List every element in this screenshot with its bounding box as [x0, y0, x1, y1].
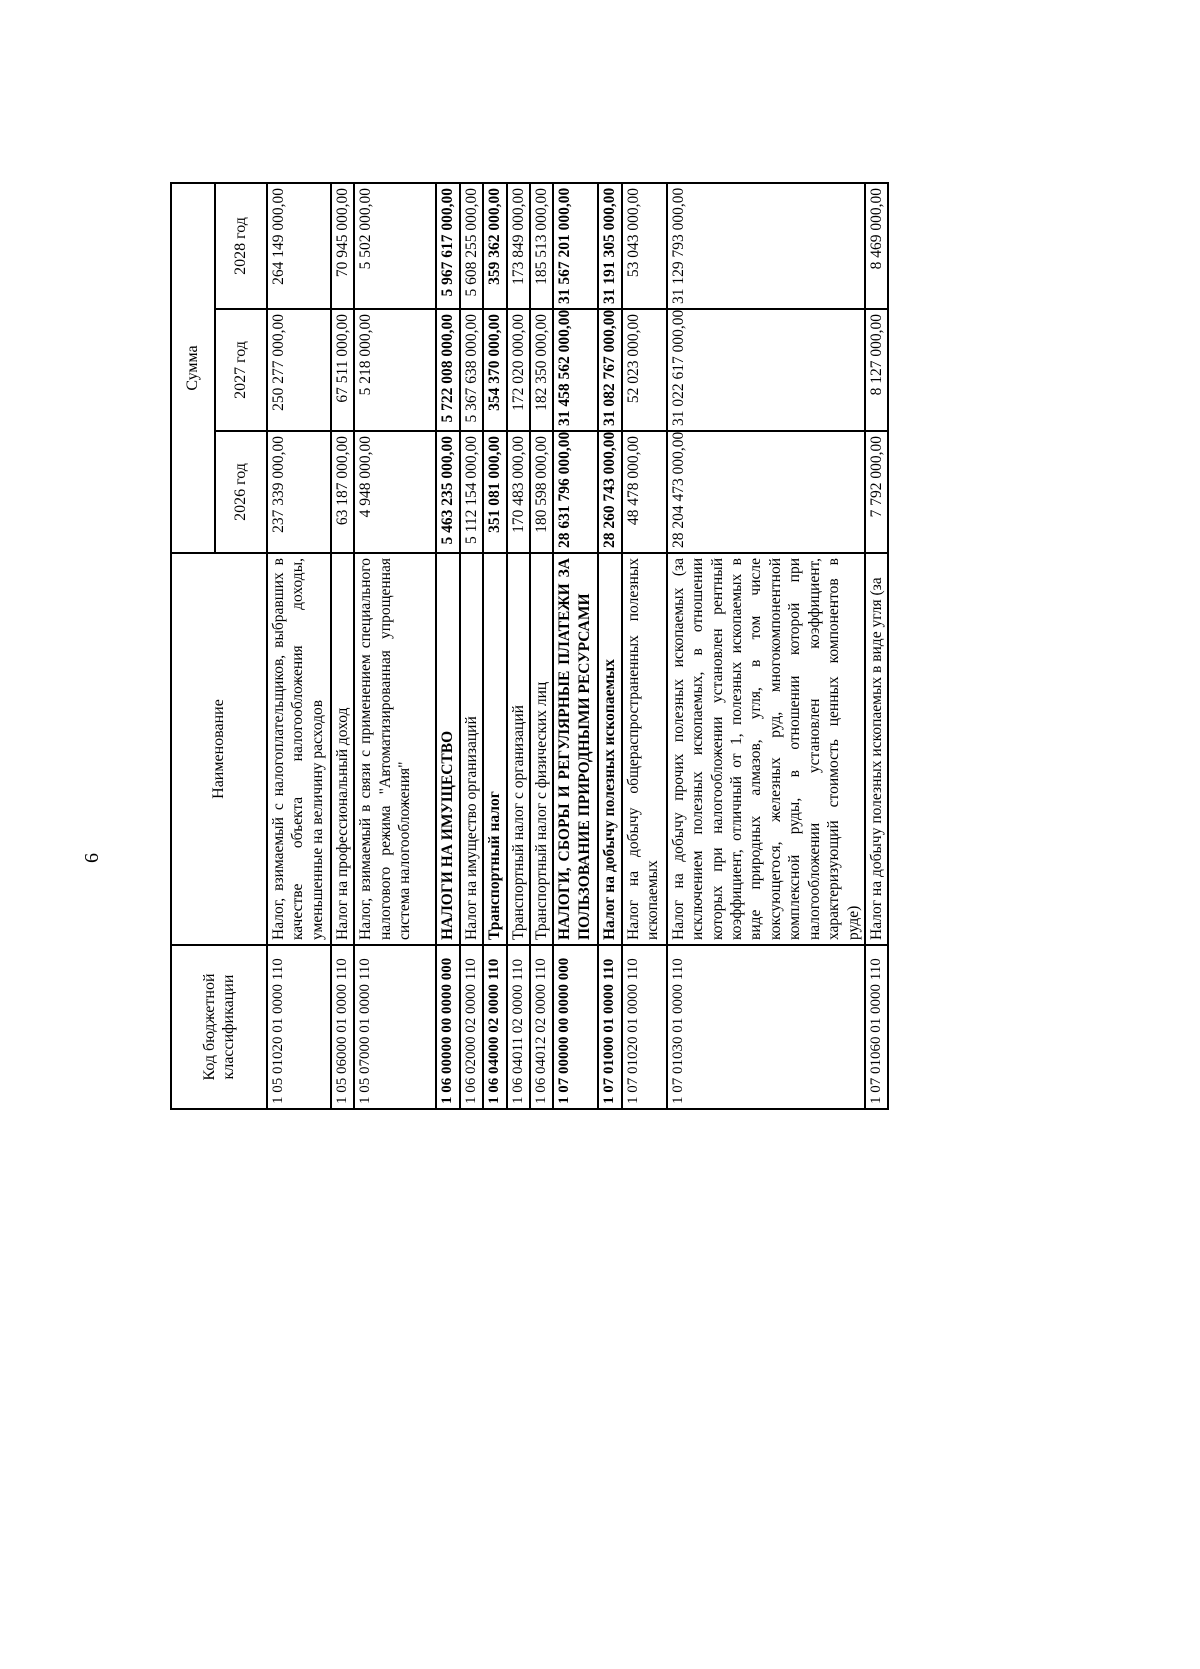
row-value-2028: 5 967 617 000,00 — [436, 183, 459, 309]
row-name: НАЛОГИ, СБОРЫ И РЕГУЛЯРНЫЕ ПЛАТЕЖИ ЗА ПОЛЬЗОВАНИЕ ПРИРОДНЫМИ РЕСУРСАМИ — [553, 553, 598, 945]
row-value-2027: 31 082 767 000,00 — [598, 309, 621, 431]
table-row-section — [436, 183, 459, 1109]
table-row-section — [598, 183, 621, 1109]
table-row — [667, 183, 865, 1109]
header-year-2027: 2027 год — [215, 309, 267, 431]
row-value-2027: 52 023 000,00 — [622, 309, 667, 431]
row-value-2026: 4 948 000,00 — [354, 431, 436, 553]
row-code: 1 07 01030 01 0000 110 — [667, 945, 865, 1109]
row-code: 1 07 00000 00 0000 000 — [553, 945, 598, 1109]
row-value-2026: 351 081 000,00 — [483, 431, 506, 553]
row-value-2027: 182 350 000,00 — [530, 309, 553, 431]
row-value-2028: 5 608 255 000,00 — [460, 183, 483, 309]
row-name: Налог на добычу полезных ископаемых — [598, 553, 621, 945]
row-name: НАЛОГИ НА ИМУЩЕСТВО — [436, 553, 459, 945]
row-value-2028: 8 469 000,00 — [865, 183, 888, 309]
row-code: 1 07 01020 01 0000 110 — [622, 945, 667, 1109]
row-code: 1 05 07000 01 0000 110 — [354, 945, 436, 1109]
row-code: 1 07 01060 01 0000 110 — [865, 945, 888, 1109]
row-value-2026: 28 631 796 000,00 — [553, 431, 598, 553]
row-code: 1 05 01020 01 0000 110 — [267, 945, 331, 1109]
row-code: 1 06 04012 02 0000 110 — [530, 945, 553, 1109]
row-value-2027: 250 277 000,00 — [267, 309, 331, 431]
row-value-2028: 31 567 201 000,00 — [553, 183, 598, 309]
table-row-section — [553, 183, 598, 1109]
row-value-2028: 53 043 000,00 — [622, 183, 667, 309]
table-row — [354, 183, 436, 1109]
row-value-2028: 173 849 000,00 — [507, 183, 530, 309]
header-sum: Сумма — [171, 183, 215, 553]
row-name: Налог, взимаемый с налогоплательщиков, выбравших в качестве объекта налогообложения доходы, уменьшенные на величину расходов — [267, 553, 331, 945]
row-value-2026: 28 204 473 000,00 — [667, 431, 865, 553]
table-row — [460, 183, 483, 1109]
row-value-2027: 354 370 000,00 — [483, 309, 506, 431]
row-name: Транспортный налог — [483, 553, 506, 945]
row-value-2028: 5 502 000,00 — [354, 183, 436, 309]
row-value-2027: 172 020 000,00 — [507, 309, 530, 431]
row-value-2027: 5 367 638 000,00 — [460, 309, 483, 431]
row-code: 1 06 00000 00 0000 000 — [436, 945, 459, 1109]
row-value-2027: 31 458 562 000,00 — [553, 309, 598, 431]
row-value-2026: 63 187 000,00 — [331, 431, 354, 553]
row-value-2027: 8 127 000,00 — [865, 309, 888, 431]
header-name: Наименование — [171, 553, 267, 945]
row-value-2026: 48 478 000,00 — [622, 431, 667, 553]
table-row — [622, 183, 667, 1109]
row-name: Транспортный налог с организаций — [507, 553, 530, 945]
row-value-2028: 31 191 305 000,00 — [598, 183, 621, 309]
row-value-2026: 5 112 154 000,00 — [460, 431, 483, 553]
row-code: 1 06 04011 02 0000 110 — [507, 945, 530, 1109]
row-value-2027: 67 511 000,00 — [331, 309, 354, 431]
header-year-2026: 2026 год — [215, 431, 267, 553]
row-name: Налог на имущество организаций — [460, 553, 483, 945]
row-name: Налог на добычу полезных ископаемых в виде угля (за — [865, 553, 888, 945]
table-row — [507, 183, 530, 1109]
row-name: Налог на добычу прочих полезных ископаемых (за исключением полезных ископаемых, в отношении которых при налогообложении установлен рентный коэффициент, отличный от 1, полезных ископаемых в виде природных алмазов, угля, в том числе коксующегося, железных руд, многокомпонентной комплексной руды, в отношении которой при налогообложении установлен коэффициент, характеризующий стоимость ценных компонентов в руде) — [667, 553, 865, 945]
row-value-2027: 5 722 008 000,00 — [436, 309, 459, 431]
row-value-2026: 237 339 000,00 — [267, 431, 331, 553]
page-number: 6 — [81, 853, 103, 863]
table-row-section — [483, 183, 506, 1109]
row-value-2028: 31 129 793 000,00 — [667, 183, 865, 309]
row-value-2026: 28 260 743 000,00 — [598, 431, 621, 553]
table-row — [865, 183, 888, 1109]
table-row — [267, 183, 331, 1109]
row-name: Транспортный налог с физических лиц — [530, 553, 553, 945]
row-code: 1 05 06000 01 0000 110 — [331, 945, 354, 1109]
header-year-2028: 2028 год — [215, 183, 267, 309]
row-value-2026: 7 792 000,00 — [865, 431, 888, 553]
row-value-2027: 5 218 000,00 — [354, 309, 436, 431]
table-row — [331, 183, 354, 1109]
row-value-2026: 170 483 000,00 — [507, 431, 530, 553]
row-value-2028: 264 149 000,00 — [267, 183, 331, 309]
row-value-2026: 180 598 000,00 — [530, 431, 553, 553]
row-name: Налог, взимаемый в связи с применением специального налогового режима "Автоматизированная упрощенная система налогообложения" — [354, 553, 436, 945]
row-value-2028: 70 945 000,00 — [331, 183, 354, 309]
budget-table — [170, 182, 889, 1110]
header-code: Код бюджетной классификации — [171, 945, 267, 1109]
row-code: 1 06 04000 02 0000 110 — [483, 945, 506, 1109]
table-header-row — [171, 183, 215, 1109]
table-row — [530, 183, 553, 1109]
row-code: 1 07 01000 01 0000 110 — [598, 945, 621, 1109]
row-value-2026: 5 463 235 000,00 — [436, 431, 459, 553]
row-name: Налог на профессиональный доход — [331, 553, 354, 945]
row-value-2028: 185 513 000,00 — [530, 183, 553, 309]
row-value-2028: 359 362 000,00 — [483, 183, 506, 309]
row-code: 1 06 02000 02 0000 110 — [460, 945, 483, 1109]
row-name: Налог на добычу общераспространенных полезных ископаемых — [622, 553, 667, 945]
row-value-2027: 31 022 617 000,00 — [667, 309, 865, 431]
